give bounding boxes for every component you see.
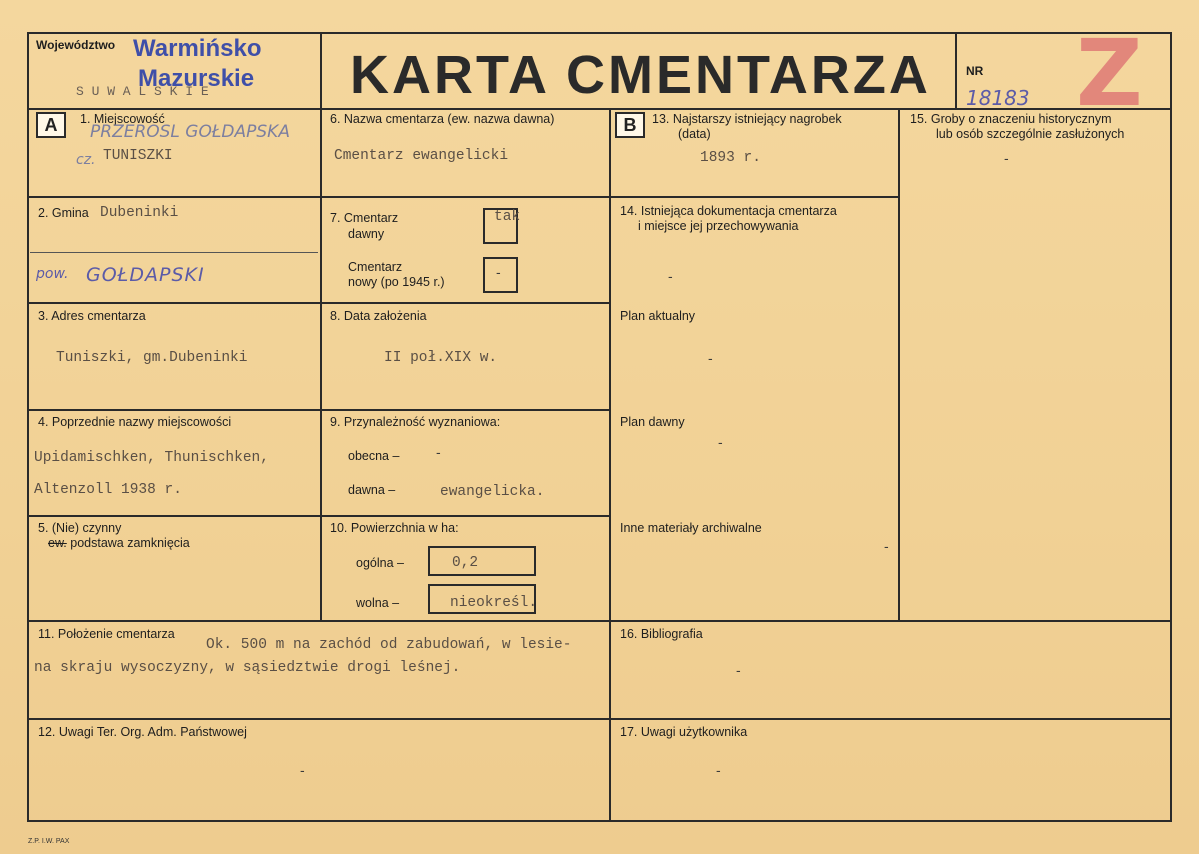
divider <box>955 32 957 110</box>
divider <box>898 108 900 620</box>
cmentarz-nowy-label2: nowy (po 1945 r.) <box>348 275 445 289</box>
divider <box>609 196 900 198</box>
section-b-badge: B <box>615 112 645 138</box>
adres-typed: Tuniszki, gm.Dubeninki <box>56 350 248 366</box>
poprzednie-nazwy-line1: Upidamischken, Thunischken, <box>34 450 269 466</box>
dokumentacja-label2: i miejsce jej przechowywania <box>638 219 799 233</box>
uwagi-ter-value: - <box>300 762 305 778</box>
gmina-label: 2. Gmina <box>38 206 89 220</box>
dawna-value: ewangelicka. <box>440 484 545 500</box>
powiat-hand: GOŁDAPSKI <box>86 264 205 286</box>
podstawa-text: podstawa zamknięcia <box>66 536 190 550</box>
nazwa-cmentarza-typed: Cmentarz ewangelicki <box>334 148 509 164</box>
wojewodztwo-typed: S U W A L S K I E <box>76 84 209 99</box>
wojewodztwo-stamp-line1: Warmińsko <box>133 35 262 62</box>
divider <box>27 718 1172 720</box>
polozenie-label: 11. Położenie cmentarza <box>38 627 175 641</box>
bibliografia-label: 16. Bibliografia <box>620 627 703 641</box>
adres-label: 3. Adres cmentarza <box>38 309 146 323</box>
najstarszy-nagrobek-typed: 1893 r. <box>700 150 761 166</box>
inne-materialy-value: - <box>884 538 889 554</box>
wojewodztwo-stamp-line2: Mazurskie <box>138 65 255 92</box>
divider <box>27 515 611 517</box>
powierzchnia-label: 10. Powierzchnia w ha: <box>330 521 459 535</box>
struck-text: ew. <box>48 536 67 550</box>
gmina-typed: Dubeninki <box>100 205 179 221</box>
polozenie-line1: Ok. 500 m na zachód od zabudowań, w lesie- <box>206 637 572 653</box>
plan-dawny-label: Plan dawny <box>620 415 685 429</box>
cmentarz-dawny-label1: 7. Cmentarz <box>330 211 399 225</box>
uwagi-uzytkownika-label: 17. Uwagi użytkownika <box>620 725 748 739</box>
cmentarz-dawny-label2: dawny <box>348 227 385 241</box>
dokumentacja-value: - <box>668 268 673 284</box>
uwagi-ter-label: 12. Uwagi Ter. Org. Adm. Państwowej <box>38 725 247 739</box>
groby-label1: 15. Groby o znaczeniu historycznym <box>910 112 1112 126</box>
nowy-value: - <box>496 264 501 280</box>
data-zalozenia-typed: II poł.XIX w. <box>384 350 498 366</box>
miejscowosc-prefix: cz. <box>76 152 96 168</box>
card-title: KARTA CMENTARZA <box>350 45 931 105</box>
wolna-label: wolna – <box>356 596 400 610</box>
najstarszy-nagrobek-label2: (data) <box>678 127 711 141</box>
polozenie-line2: na skraju wysoczyzny, w sąsiedztwie drogi leśnej. <box>34 660 461 676</box>
plan-dawny-value: - <box>718 434 723 450</box>
przynaleznosc-label: 9. Przynależność wyznaniowa: <box>330 415 501 429</box>
divider <box>27 409 611 411</box>
ogolna-value: 0,2 <box>452 555 479 571</box>
plan-aktualny-label: Plan aktualny <box>620 309 696 323</box>
poprzednie-nazwy-line2: Altenzoll 1938 r. <box>34 482 182 498</box>
bibliografia-value: - <box>736 662 741 678</box>
podstawa-zamkniecia-label <box>48 536 190 551</box>
ogolna-box <box>428 546 536 576</box>
obecna-label: obecna – <box>348 449 400 463</box>
nr-value: 18183 <box>966 86 1030 110</box>
divider <box>609 108 611 822</box>
groby-label2: lub osób szczególnie zasłużonych <box>936 127 1125 141</box>
miejscowosc-hand: PRZEROSL GOŁDAPSKA <box>90 122 290 142</box>
section-a-badge: A <box>36 112 66 138</box>
groby-value: - <box>1004 150 1009 166</box>
divider <box>27 620 1172 622</box>
miejscowosc-typed: TUNISZKI <box>103 148 173 164</box>
divider <box>320 32 322 110</box>
dawny-value: tak <box>494 209 521 225</box>
divider <box>27 302 611 304</box>
nr-label: NR <box>966 64 984 78</box>
category-letter: Z <box>1076 20 1143 127</box>
czynny-label: 5. (Nie) czynny <box>38 521 122 535</box>
dokumentacja-label1: 14. Istniejąca dokumentacja cmentarza <box>620 204 837 218</box>
dawna-label: dawna – <box>348 483 396 497</box>
divider <box>27 196 611 198</box>
data-zalozenia-label: 8. Data założenia <box>330 309 427 323</box>
poprzednie-nazwy-label: 4. Poprzednie nazwy miejscowości <box>38 415 232 429</box>
divider <box>30 252 318 253</box>
cmentarz-nowy-label1: Cmentarz <box>348 260 403 274</box>
powiat-prefix: pow. <box>36 266 69 282</box>
ogolna-label: ogólna – <box>356 556 404 570</box>
miejscowosc-label: 1. Miejscowość <box>80 112 165 126</box>
wojewodztwo-label: Województwo <box>36 38 116 52</box>
plan-aktualny-value: - <box>708 350 713 366</box>
najstarszy-nagrobek-label1: 13. Najstarszy istniejący nagrobek <box>652 112 842 126</box>
printer-mark: Z.P. I.W. PAX <box>28 838 70 845</box>
nazwa-cmentarza-label: 6. Nazwa cmentarza (ew. nazwa dawna) <box>330 112 555 126</box>
obecna-value: - <box>436 444 441 460</box>
wolna-value: nieokreśl. <box>450 595 538 611</box>
uwagi-uzytkownika-value: - <box>716 762 721 778</box>
divider <box>320 108 322 620</box>
inne-materialy-label: Inne materiały archiwalne <box>620 521 762 535</box>
